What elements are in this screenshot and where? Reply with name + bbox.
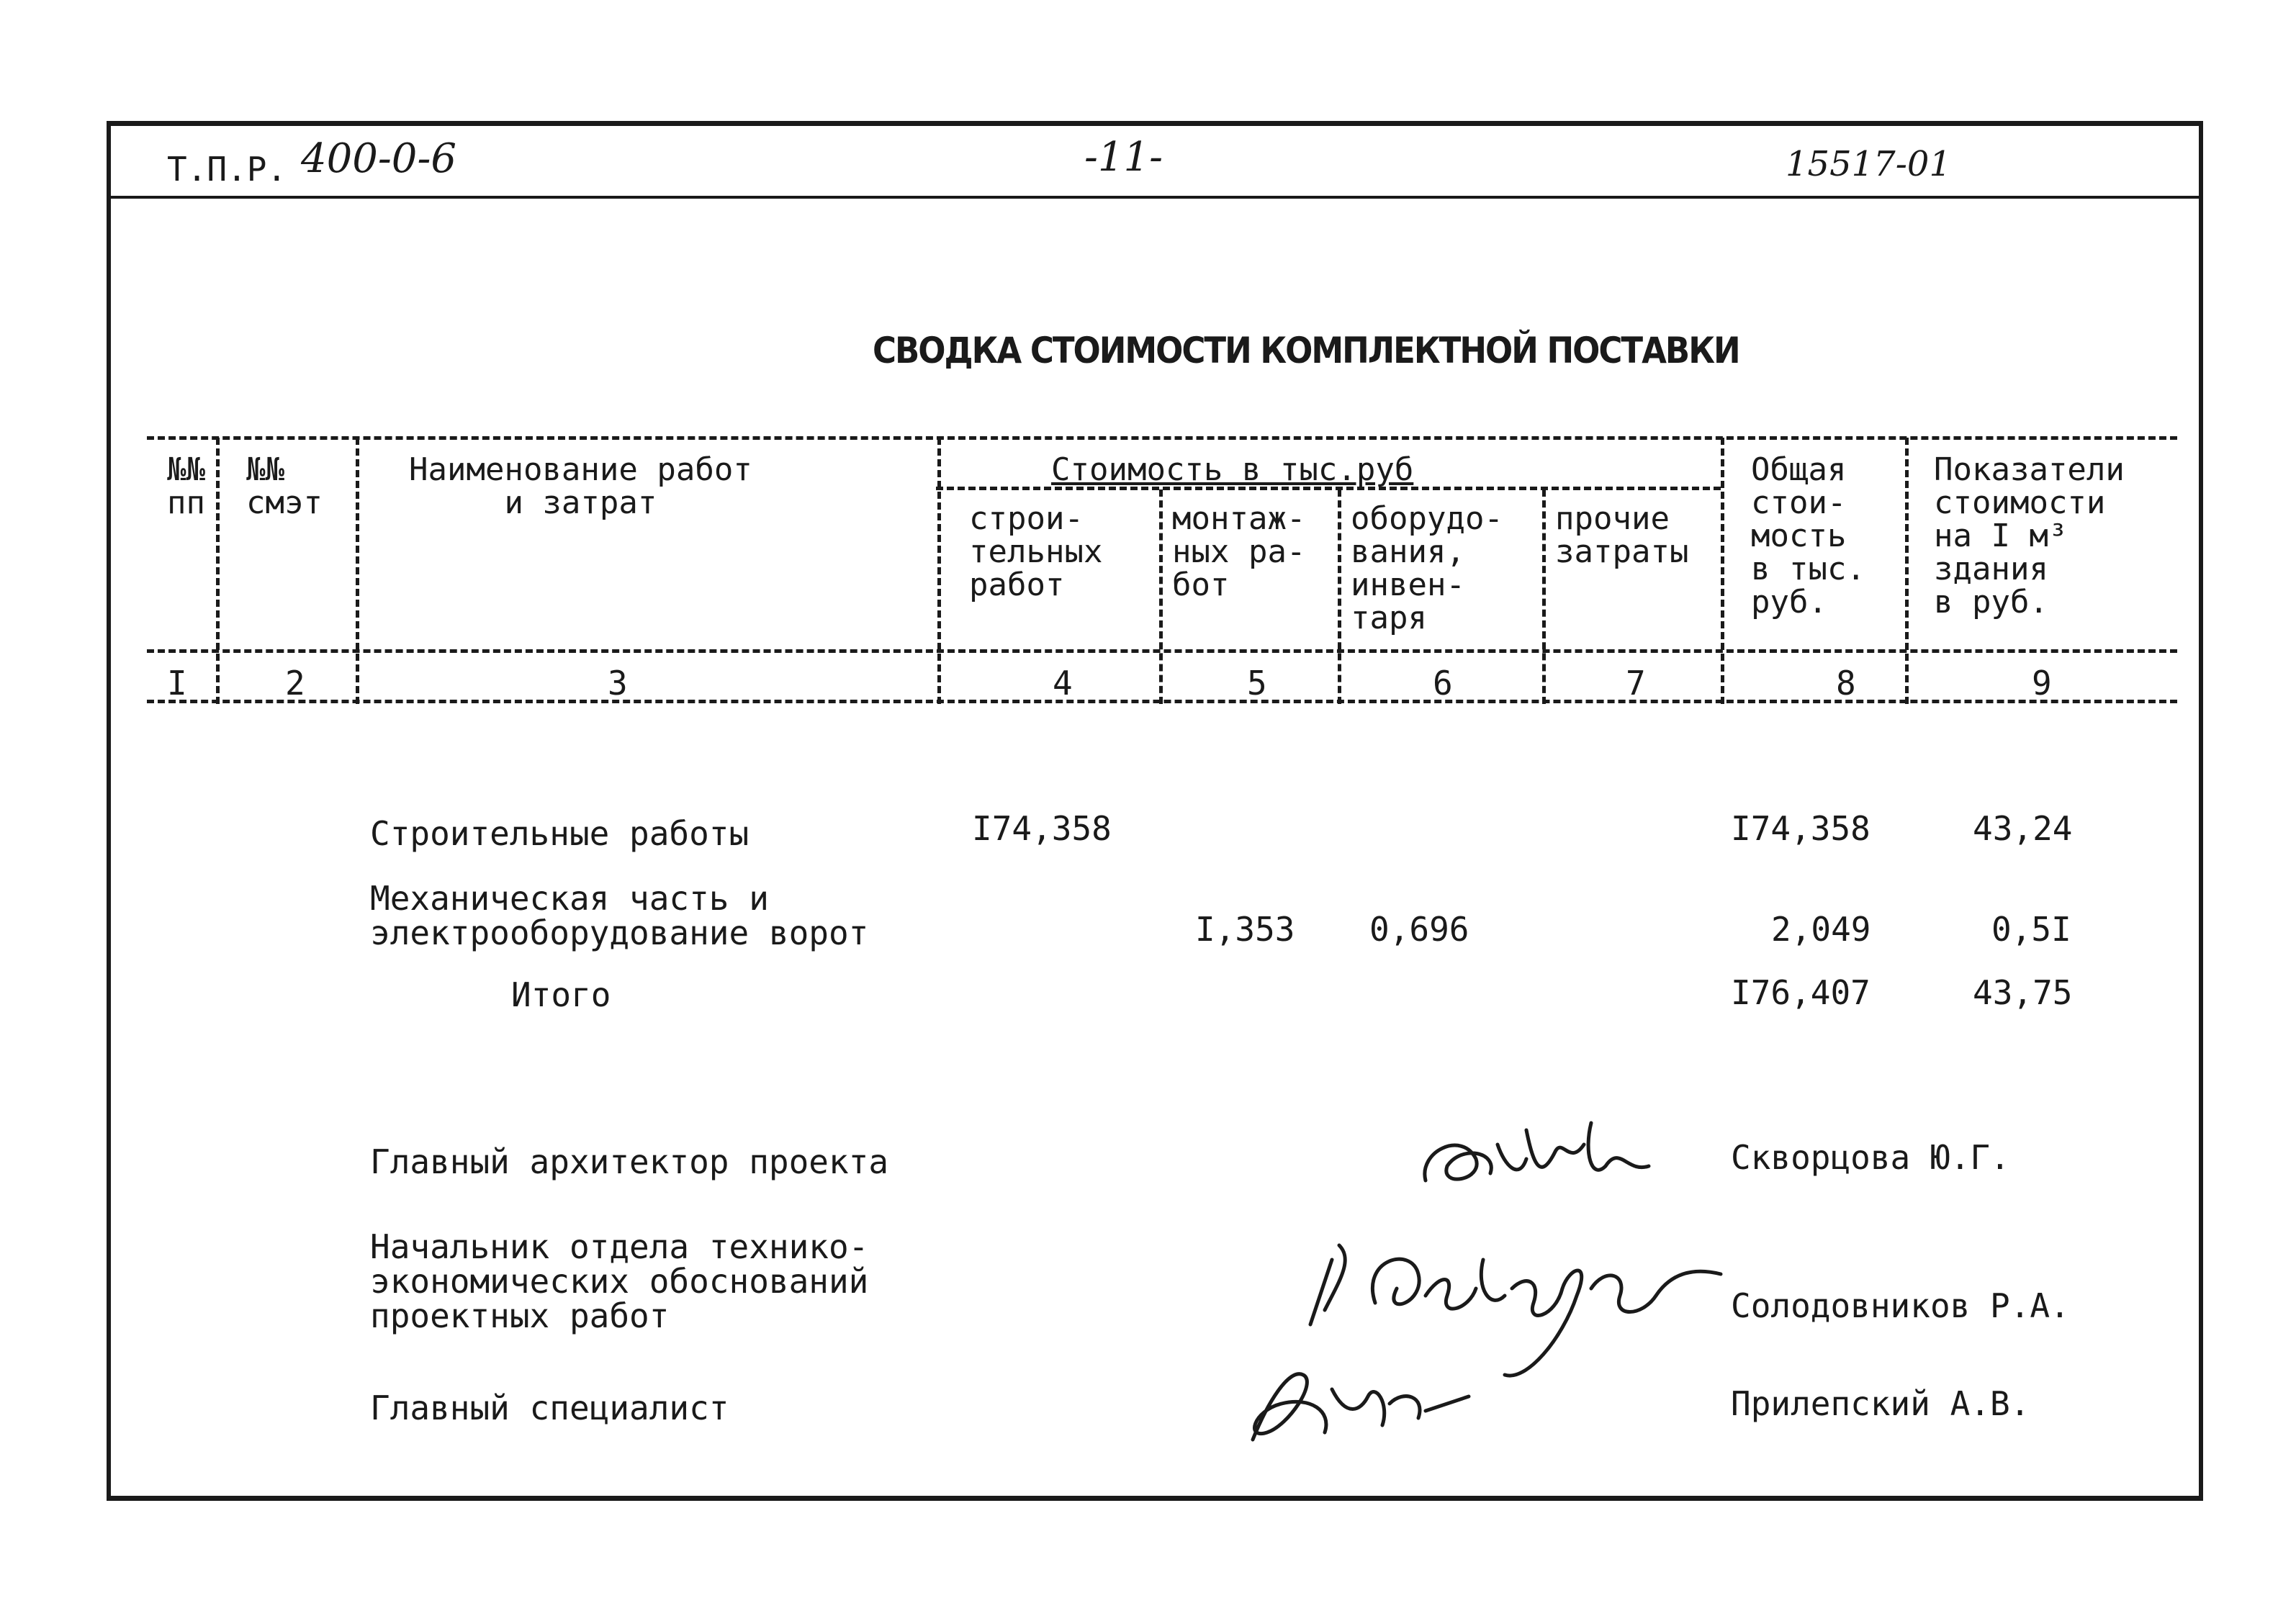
col-sep-3 [937, 438, 941, 704]
column-number: 3 [608, 664, 628, 703]
header-cost-group: Стоимость в тыс.руб [1051, 451, 1414, 488]
column-number: 5 [1247, 664, 1267, 703]
series-number: 400-0-6 [301, 135, 456, 182]
header-col-1: №№ пп [167, 451, 205, 521]
col-sep-6 [1542, 489, 1546, 704]
signature-name: Прилепский А.В. [1731, 1384, 2030, 1423]
table-top-line [147, 436, 2177, 440]
page-number: -11- [1084, 134, 1163, 181]
header-divider [111, 196, 2199, 199]
header-col-6: оборудо- вания, инвен- таря [1351, 500, 1503, 636]
header-col-3: Наименование работ и затрат [409, 451, 752, 521]
doc-code: 15517-01 [1786, 144, 1951, 184]
header-col-8: Общая стои- мость в тыс. руб. [1751, 451, 1865, 620]
page-title: СВОДКА СТОИМОСТИ КОМПЛЕКТНОЙ ПОСТАВКИ [873, 330, 1739, 371]
signature-prilepsky [1224, 1339, 1483, 1461]
column-number: 2 [285, 664, 305, 703]
col-sep-4 [1159, 489, 1163, 704]
cell-total-cost: I74,358 [1731, 809, 1870, 848]
signature-role: Начальник отдела технико- экономических обоснований проектных работ [370, 1227, 869, 1335]
header-col-9: Показатели стоимости на I м³ здания в руб. [1934, 451, 2125, 620]
column-number: 9 [2032, 664, 2052, 703]
column-number: 8 [1836, 664, 1856, 703]
col-sep-5 [1338, 489, 1341, 704]
column-number: I [167, 664, 187, 703]
column-number: 4 [1053, 664, 1073, 703]
signature-role: Главный специалист [370, 1389, 729, 1427]
row-name: Механическая часть и электрооборудование ворот [370, 879, 869, 952]
header-col-7: прочие затраты [1555, 500, 1689, 570]
col-sep-7 [1721, 438, 1724, 704]
row-name: Строительные работы [370, 814, 749, 853]
signature-role: Главный архитектор проекта [370, 1142, 889, 1181]
cell-equipment: 0,696 [1369, 910, 1469, 949]
signature-name: Скворцова Ю.Г. [1731, 1138, 2010, 1177]
row-name: Итого [511, 975, 611, 1014]
cell-total-cost: I76,407 [1731, 973, 1870, 1012]
col-sep-8 [1905, 438, 1909, 704]
header-col-2: №№ смэт [246, 451, 323, 521]
signature-name: Солодовников Р.А. [1731, 1286, 2070, 1325]
column-number: 6 [1433, 664, 1453, 703]
cell-installation: I,353 [1195, 910, 1295, 949]
cell-indicator: 43,75 [1973, 973, 2073, 1012]
cell-indicator: 43,24 [1973, 809, 2073, 848]
col-sep-2 [356, 438, 359, 704]
column-number: 7 [1626, 664, 1646, 703]
col-sep-1 [216, 438, 220, 704]
series-prefix: Т.П.Р. [167, 150, 287, 189]
signature-skvortsova [1411, 1101, 1670, 1209]
header-col-5: монтаж- ных ра- бот [1172, 500, 1306, 603]
header-col-4: строи- тельных работ [969, 500, 1103, 603]
cell-total-cost: 2,049 [1771, 910, 1871, 949]
cell-construction: I74,358 [972, 809, 1112, 848]
cell-indicator: 0,5I [1991, 910, 2071, 949]
